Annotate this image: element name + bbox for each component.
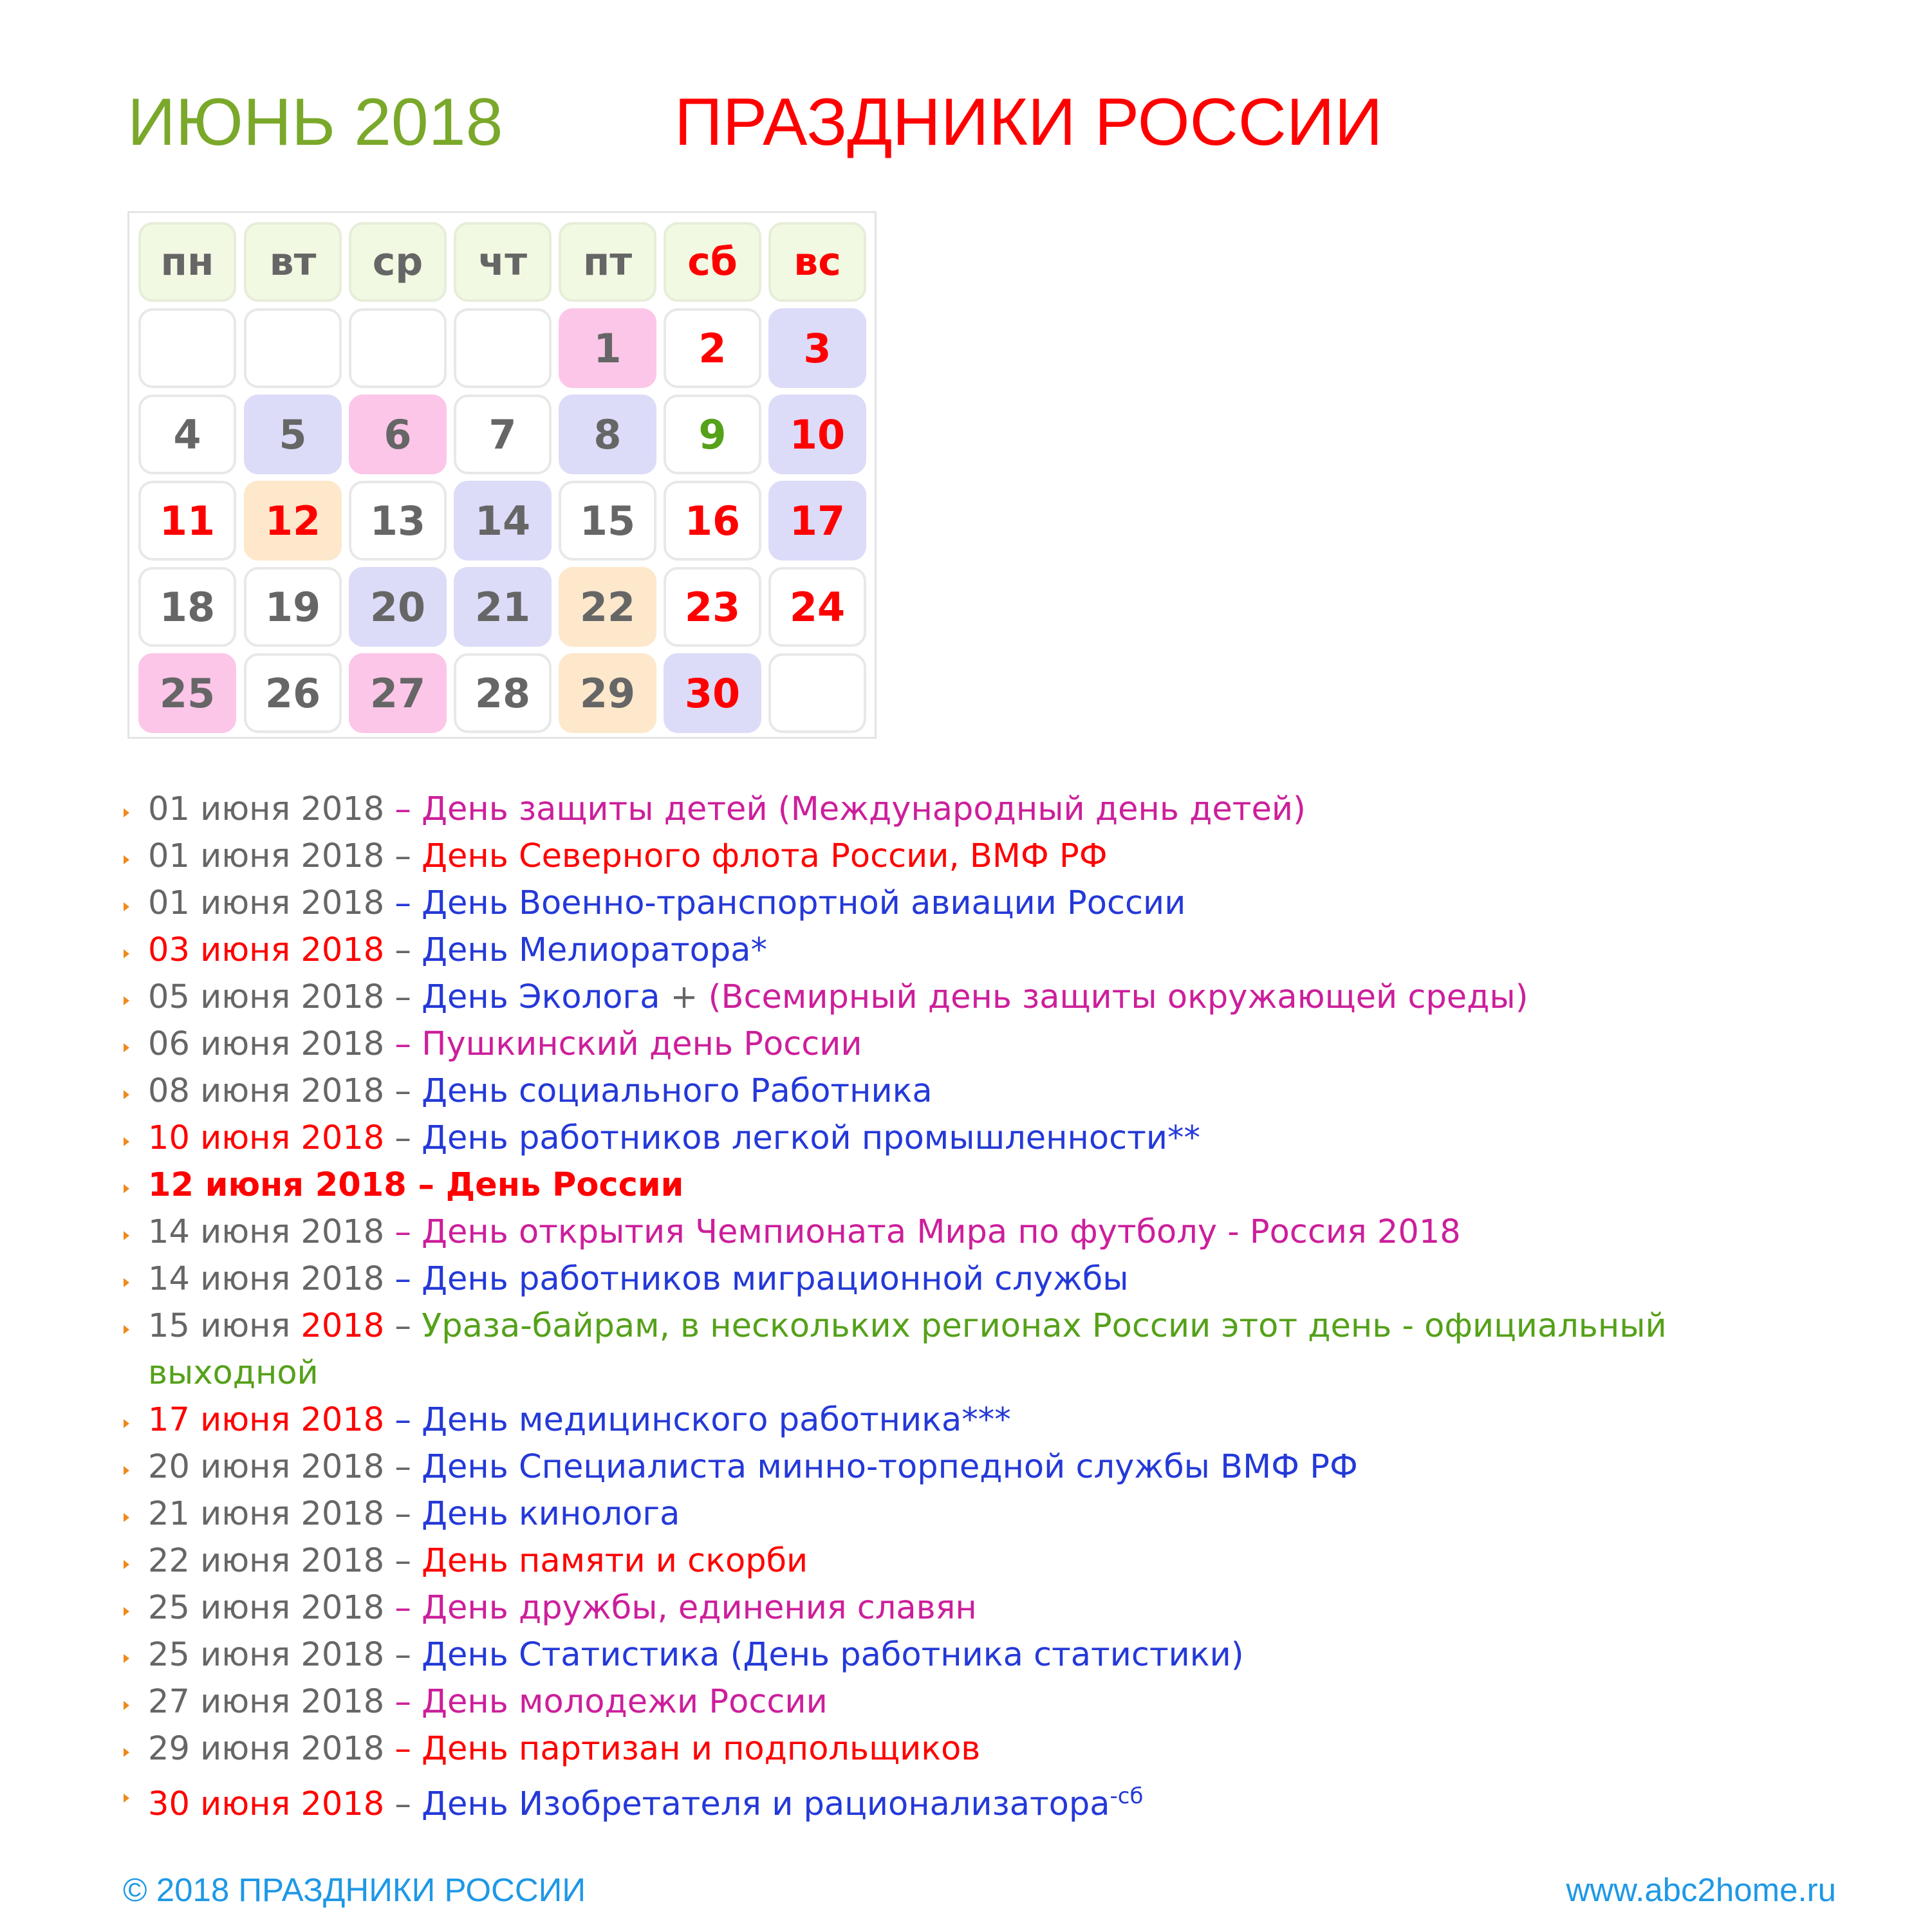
footer-website-link[interactable]: www.abc2home.ru: [1566, 1872, 1836, 1908]
calendar-day[interactable]: 11: [138, 481, 236, 561]
holiday-text: – День медицинского работника***: [384, 1401, 1011, 1439]
holiday-item: [148, 1256, 1705, 1303]
holiday-text: – Пушкинский день России: [384, 1025, 862, 1063]
holiday-item: [148, 880, 1705, 927]
holiday-date: 01 июня 2018: [148, 837, 385, 875]
holiday-text: День Северного флота России, ВМФ РФ: [422, 837, 1108, 875]
bullet-arrow-icon: [124, 1560, 129, 1569]
calendar-day[interactable]: 30: [664, 653, 761, 733]
bullet-arrow-icon: [124, 808, 129, 817]
calendar-day[interactable]: 21: [454, 567, 552, 647]
calendar-day[interactable]: 8: [559, 395, 656, 474]
calendar-day[interactable]: 9: [664, 395, 761, 474]
holiday-item: [148, 1678, 1705, 1725]
calendar-day[interactable]: 2: [664, 308, 761, 388]
bullet-arrow-icon: [124, 1090, 129, 1099]
calendar-day[interactable]: 18: [138, 567, 236, 647]
calendar-day[interactable]: 6: [349, 395, 447, 474]
holiday-date: 27 июня 2018: [148, 1683, 385, 1721]
holiday-text: – День защиты детей (Международный день детей): [384, 790, 1306, 828]
holiday-text: +: [660, 978, 709, 1016]
bullet-arrow-icon: [124, 1466, 129, 1475]
holiday-text: День Эколога: [422, 978, 660, 1016]
calendar-day[interactable]: 19: [244, 567, 342, 647]
holiday-date: 06 июня 2018: [148, 1025, 385, 1063]
holiday-text: – День молодежи России: [384, 1683, 828, 1721]
holiday-date: 03 июня 2018: [148, 931, 385, 969]
weekday-header: пн: [138, 222, 236, 302]
holiday-item: [148, 1444, 1705, 1491]
holiday-text: –: [384, 931, 422, 969]
bullet-arrow-icon: [124, 1184, 129, 1193]
holiday-item: [148, 927, 1705, 974]
calendar-day[interactable]: 23: [664, 567, 761, 647]
holiday-text: День Изобретателя и рационализатора: [422, 1785, 1110, 1823]
calendar-day[interactable]: 29: [559, 653, 656, 733]
holiday-item: [148, 1397, 1705, 1444]
weekday-header: ср: [349, 222, 447, 302]
holiday-text: –: [384, 837, 422, 875]
holiday-text: –: [384, 1542, 422, 1580]
holiday-item: [148, 1162, 1705, 1209]
holiday-text: День социального Работника: [422, 1072, 933, 1110]
calendar-empty-cell: [138, 308, 236, 388]
holiday-text: –: [384, 1636, 422, 1674]
calendar-day[interactable]: 13: [349, 481, 447, 561]
holiday-text: –: [384, 978, 422, 1016]
holiday-text: День работников легкой промышленности**: [422, 1119, 1200, 1157]
calendar-day[interactable]: 4: [138, 395, 236, 474]
calendar-empty-cell: [454, 308, 552, 388]
holiday-text: – День партизан и подпольщиков: [384, 1730, 981, 1768]
calendar-day[interactable]: 7: [454, 395, 552, 474]
holiday-item: [148, 1491, 1705, 1537]
bullet-arrow-icon: [124, 1137, 129, 1146]
calendar-day[interactable]: 1: [559, 308, 656, 388]
bullet-arrow-icon: [124, 902, 129, 911]
calendar-day[interactable]: 15: [559, 481, 656, 561]
holiday-item: [148, 1725, 1705, 1772]
calendar-day[interactable]: 20: [349, 567, 447, 647]
holiday-date: 15 июня: [148, 1307, 301, 1345]
holiday-item: [148, 1115, 1705, 1162]
holiday-date: 05 июня 2018: [148, 978, 385, 1016]
holiday-date: 10 июня 2018: [148, 1119, 385, 1157]
month-title: ИЮНЬ 2018: [127, 85, 503, 160]
holiday-item: [148, 1209, 1705, 1256]
bullet-arrow-icon: [124, 855, 129, 864]
calendar-day[interactable]: 25: [138, 653, 236, 733]
holiday-text: – День дружбы, единения славян: [384, 1589, 977, 1627]
footer-copyright: © 2018 ПРАЗДНИКИ РОССИИ: [123, 1872, 586, 1908]
holiday-text: – День работников миграционной службы: [384, 1260, 1129, 1298]
calendar-day[interactable]: 27: [349, 653, 447, 733]
holiday-date: 25 июня 2018: [148, 1636, 385, 1674]
holiday-text: 2018: [301, 1307, 385, 1345]
holiday-text: День Статистика (День работника статистики): [422, 1636, 1244, 1674]
holiday-date: 12 июня 2018 – День России: [148, 1166, 684, 1204]
bullet-arrow-icon: [124, 949, 129, 958]
holiday-text: –: [384, 1495, 422, 1533]
bullet-arrow-icon: [124, 1278, 129, 1287]
bullet-arrow-icon: [124, 1231, 129, 1240]
bullet-arrow-icon: [124, 1748, 129, 1757]
bullet-arrow-icon: [124, 1513, 129, 1522]
bullet-arrow-icon: [124, 1701, 129, 1710]
holiday-date: 25 июня 2018: [148, 1589, 385, 1627]
calendar-day[interactable]: 12: [244, 481, 342, 561]
calendar-day[interactable]: 26: [244, 653, 342, 733]
holiday-text: –: [384, 1785, 422, 1823]
holiday-date: 08 июня 2018: [148, 1072, 385, 1110]
holiday-text: День Специалиста минно-торпедной службы ВМФ РФ: [422, 1448, 1358, 1486]
holiday-item: [148, 1781, 1705, 1828]
holiday-item: [148, 1584, 1705, 1631]
holiday-date: 30 июня 2018: [148, 1785, 385, 1823]
holiday-item: [148, 974, 1705, 1021]
holiday-text: День кинолога: [422, 1495, 680, 1533]
holiday-date: 20 июня 2018: [148, 1448, 385, 1486]
calendar-day[interactable]: 17: [768, 481, 866, 561]
weekday-header: вс: [768, 222, 866, 302]
holiday-date: 22 июня 2018: [148, 1542, 385, 1580]
holiday-item: [148, 1537, 1705, 1584]
holiday-date: 01 июня 2018: [148, 884, 385, 922]
bullet-arrow-icon: [124, 996, 129, 1005]
holiday-date: 21 июня 2018: [148, 1495, 385, 1533]
holiday-item: [148, 786, 1705, 833]
bullet-arrow-icon: [124, 1325, 129, 1334]
holiday-item: [148, 1021, 1705, 1068]
holiday-item: [148, 1303, 1705, 1397]
bullet-arrow-icon: [124, 1794, 129, 1803]
weekday-header: сб: [664, 222, 761, 302]
page-title: ПРАЗДНИКИ РОССИИ: [674, 85, 1383, 160]
holiday-date: 14 июня 2018: [148, 1260, 385, 1298]
holiday-note-sup: -сб: [1110, 1783, 1144, 1809]
holiday-text: (Всемирный день защиты окружающей среды): [708, 978, 1528, 1016]
calendar-empty-cell: [244, 308, 342, 388]
bullet-arrow-icon: [124, 1607, 129, 1616]
calendar-day[interactable]: 5: [244, 395, 342, 474]
holiday-text: – День Военно-транспортной авиации России: [384, 884, 1186, 922]
calendar-grid: [127, 211, 877, 739]
holiday-date: 01 июня 2018: [148, 790, 385, 828]
weekday-header: чт: [454, 222, 552, 302]
holiday-text: Ураза-байрам, в нескольких регионах России этот день - официальный выходной: [148, 1307, 1667, 1392]
weekday-header: пт: [559, 222, 656, 302]
holiday-text: День памяти и скорби: [422, 1542, 808, 1580]
holiday-item: [148, 833, 1705, 880]
calendar-empty-cell: [349, 308, 447, 388]
calendar-day[interactable]: 16: [664, 481, 761, 561]
holiday-text: –: [384, 1448, 422, 1486]
bullet-arrow-icon: [124, 1419, 129, 1428]
calendar-day[interactable]: 28: [454, 653, 552, 733]
calendar-empty-cell: [768, 653, 866, 733]
weekday-header: вт: [244, 222, 342, 302]
holiday-date: 17 июня 2018: [148, 1401, 385, 1439]
bullet-arrow-icon: [124, 1043, 129, 1052]
holiday-text: – День открытия Чемпионата Мира по футболу - Россия 2018: [384, 1213, 1461, 1251]
holiday-date: 14 июня 2018: [148, 1213, 385, 1251]
holiday-text: –: [384, 1072, 422, 1110]
calendar-day[interactable]: 10: [768, 395, 866, 474]
holiday-text: –: [384, 1119, 422, 1157]
holiday-date: 29 июня 2018: [148, 1730, 385, 1768]
calendar-day[interactable]: 22: [559, 567, 656, 647]
holiday-text: День Мелиоратора*: [422, 931, 767, 969]
calendar-day[interactable]: 24: [768, 567, 866, 647]
holiday-text: –: [384, 1307, 422, 1345]
holiday-item: [148, 1068, 1705, 1115]
calendar-day[interactable]: 3: [768, 308, 866, 388]
holiday-item: [148, 1631, 1705, 1678]
bullet-arrow-icon: [124, 1654, 129, 1663]
calendar-day[interactable]: 14: [454, 481, 552, 561]
